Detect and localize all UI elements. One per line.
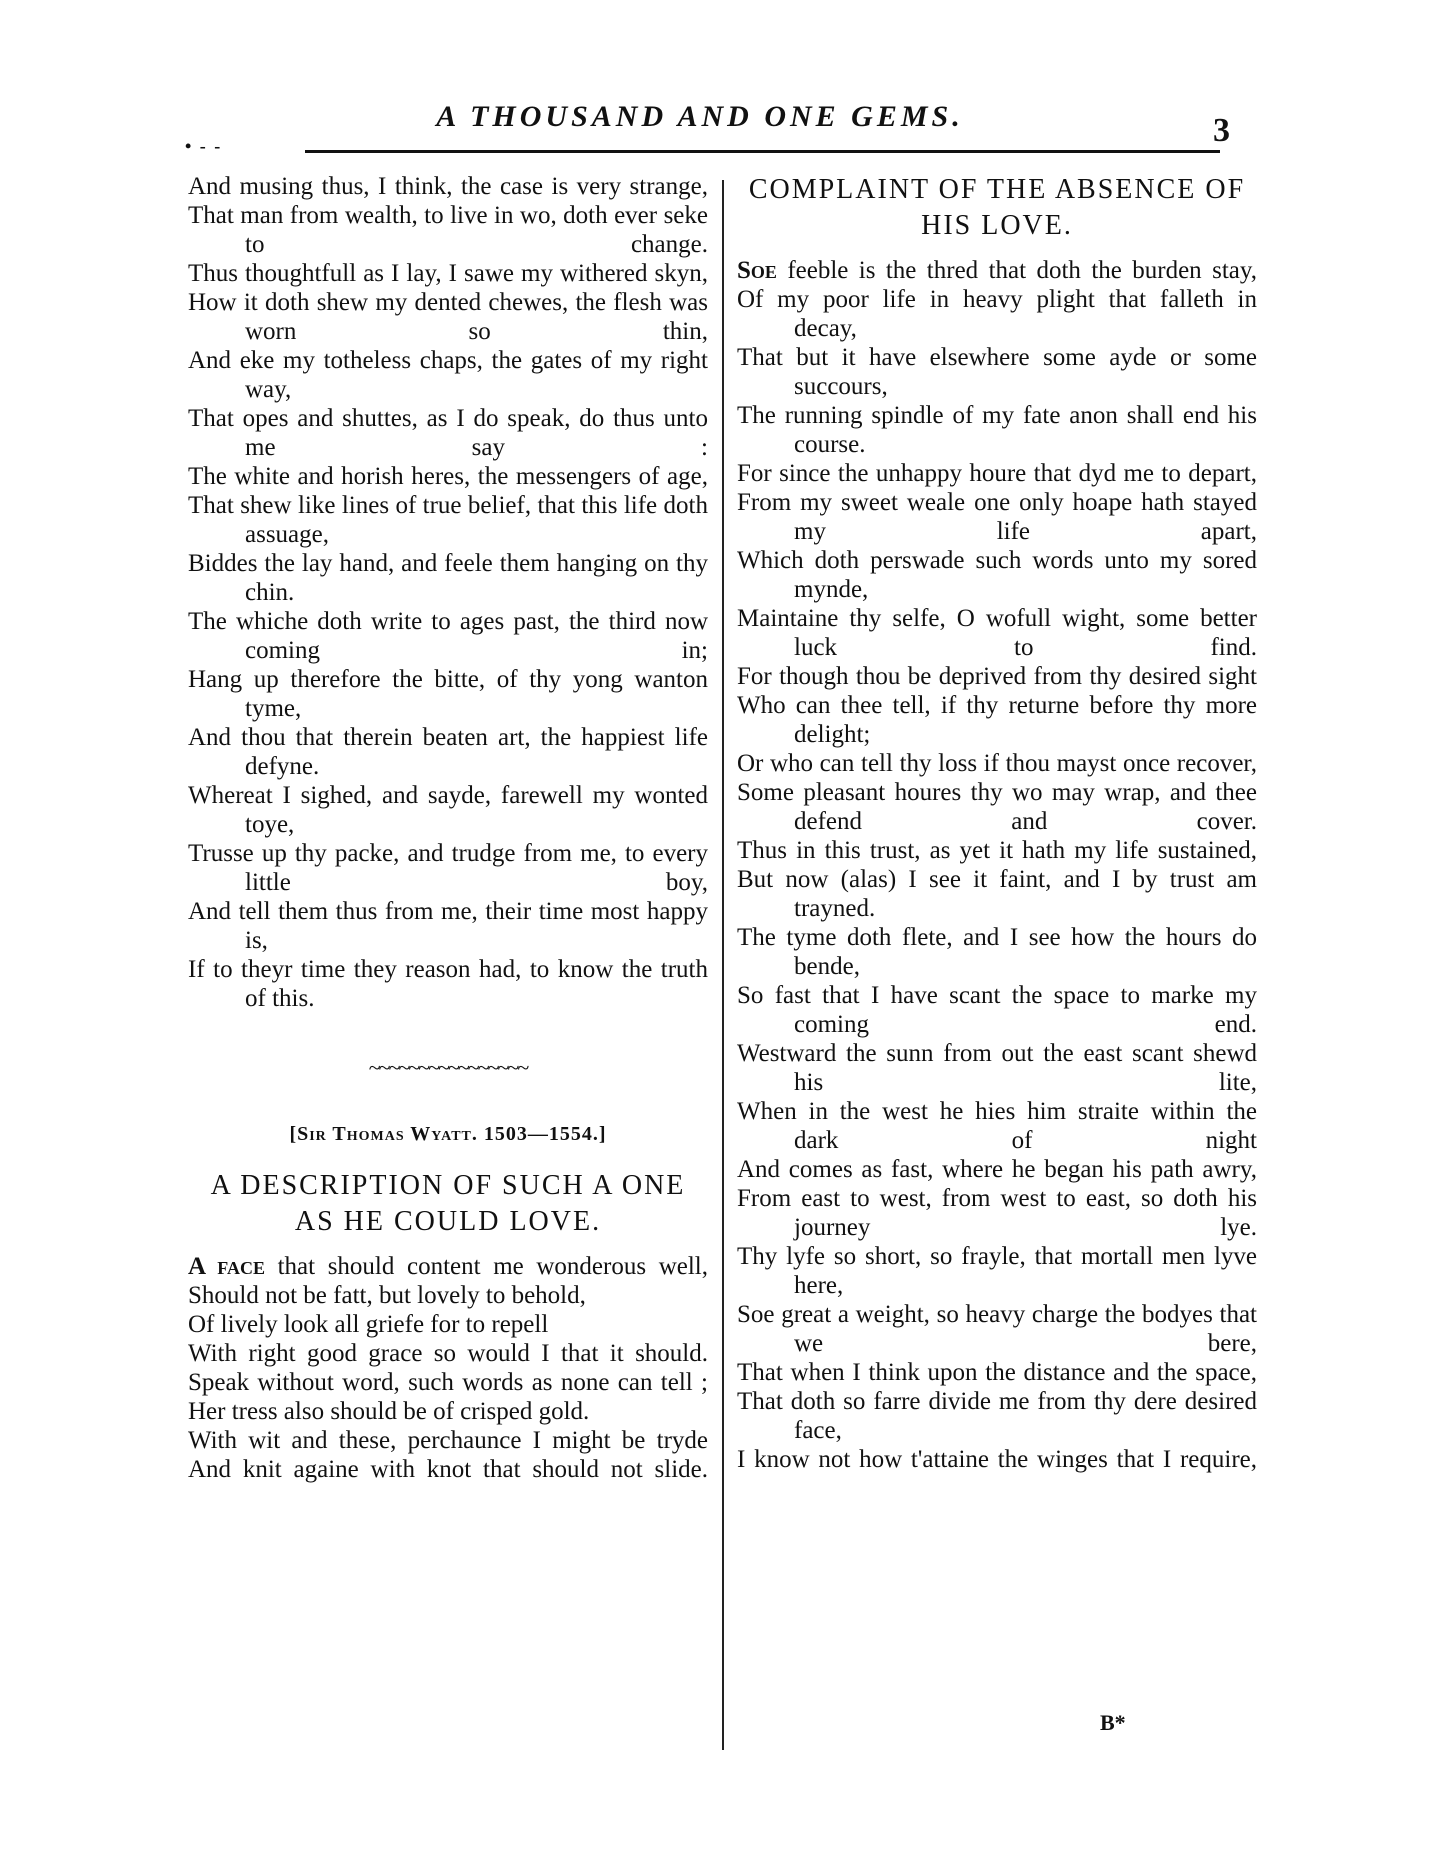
poem-first-word: Soe (737, 257, 777, 284)
verse-line: From my sweet weale one only hoape hath stayed my life apart, (737, 489, 1257, 545)
verse-line: Of lively look all griefe for to repell (188, 1311, 549, 1338)
verse-line: Trusse up thy packe, and trudge from me, to every little boy, (188, 840, 708, 896)
verse-line: That opes and shuttes, as I do speak, do thus unto me say : (188, 405, 708, 461)
poem-title: A DESCRIPTION OF SUCH A ONE AS HE COULD LOVE. (210, 1170, 686, 1237)
verse-line: Whereat I sighed, and sayde, farewell my wonted toye, (188, 782, 708, 838)
verse-line: Should not be fatt, but lovely to behold, (188, 1282, 586, 1309)
column-divider (722, 180, 724, 1750)
description-poem (188, 1252, 708, 1484)
verse-line: Some pleasant houres thy wo may wrap, and thee defend and cover. (737, 779, 1257, 835)
verse-line: For since the unhappy houre that dyd me to depart, (737, 460, 1257, 487)
verse-line: The whiche doth write to ages past, the third now coming in; (188, 608, 708, 664)
verse-line: And tell them thus from me, their time most happy is, (188, 898, 708, 954)
verse-line: That shew like lines of true belief, that this life doth assuage, (188, 492, 708, 548)
verse-line: And knit againe with knot that should not slide. (188, 1456, 708, 1483)
verse-line: The running spindle of my fate anon shall end his course. (737, 402, 1257, 458)
verse-line: Westward the sunn from out the east scant shewd his lite, (737, 1040, 1257, 1096)
verse-line-rest: that should content me wonderous well, (264, 1253, 708, 1280)
complaint-poem (737, 256, 1257, 1474)
verse-line: From east to west, from west to east, so doth his journey lye. (737, 1185, 1257, 1241)
verse-line: The tyme doth flete, and I see how the hours do bende, (737, 924, 1257, 980)
verse-line: For though thou be deprived from thy desired sight (737, 663, 1257, 690)
poem-title: COMPLAINT OF THE ABSENCE OF HIS LOVE. (748, 174, 1246, 241)
verse-line: And thou that therein beaten art, the happiest life defyne. (188, 724, 708, 780)
verse-line: And eke my totheless chaps, the gates of my right way, (188, 347, 708, 403)
attribution-bracket: [ (289, 1123, 298, 1145)
verse-line: With right good grace so would I that it should. (188, 1340, 708, 1367)
verse-line (737, 256, 1257, 285)
verse-line: With wit and these, perchaunce I might be tryde (188, 1427, 708, 1454)
running-title: A THOUSAND AND ONE GEMS. (436, 100, 964, 133)
verse-line: Of my poor life in heavy plight that falleth in decay, (737, 286, 1257, 342)
page-number: 3 (1213, 112, 1230, 149)
verse-line: Thus in this trust, as yet it hath my life sustained, (737, 837, 1257, 864)
verse-line: And comes as fast, where he began his path awry, (737, 1156, 1257, 1183)
verse-line-rest: feeble is the thred that doth the burden stay, (776, 257, 1257, 284)
section-ornament: ~~~~~~~~~~~~~~~~ (368, 1055, 528, 1080)
author-dates: 1503—1554.] (483, 1123, 607, 1145)
verse-line: And musing thus, I think, the case is very strange, (188, 173, 708, 200)
continuation-poem (188, 172, 708, 1013)
verse-line: Maintaine thy selfe, O wofull wight, some better luck to find. (737, 605, 1257, 661)
verse-line: That doth so farre divide me from thy dere desired face, (737, 1388, 1257, 1444)
verse-line: I know not how t'attaine the winges that I require, (737, 1446, 1257, 1473)
verse-line: Speak without word, such words as none can tell ; (188, 1369, 708, 1396)
verse-line: If to theyr time they reason had, to know the truth of this. (188, 956, 708, 1012)
author-name: Sir Thomas Wyatt. (297, 1123, 478, 1145)
verse-line: Which doth perswade such words unto my sored mynde, (737, 547, 1257, 603)
header-rule (305, 150, 1220, 153)
verse-line: How it doth shew my dented chewes, the flesh was worn so thin, (188, 289, 708, 345)
verse-line: Who can thee tell, if thy returne before thy more delight; (737, 692, 1257, 748)
signature-mark: B* (1100, 1710, 1126, 1735)
left-column (188, 172, 708, 1484)
verse-line: When in the west he hies him straite within the dark of night (737, 1098, 1257, 1154)
verse-line: Biddes the lay hand, and feele them hanging on thy chin. (188, 550, 708, 606)
author-attribution (188, 1123, 708, 1146)
verse-line (188, 1252, 708, 1281)
verse-line: That when I think upon the distance and the space, (737, 1359, 1257, 1386)
verse-line: Thy lyfe so short, so frayle, that mortall men lyve here, (737, 1243, 1257, 1299)
verse-line: Or who can tell thy loss if thou mayst once recover, (737, 750, 1257, 777)
verse-line: Hang up therefore the bitte, of thy yong wanton tyme, (188, 666, 708, 722)
verse-line: That man from wealth, to live in wo, doth ever seke to change. (188, 202, 708, 258)
verse-line: But now (alas) I see it faint, and I by trust am trayned. (737, 866, 1257, 922)
verse-line: Soe great a weight, so heavy charge the bodyes that we bere, (737, 1301, 1257, 1357)
verse-line: That but it have elsewhere some ayde or some succours, (737, 344, 1257, 400)
header-dots: • - - (185, 136, 223, 156)
verse-line: The white and horish heres, the messengers of age, (188, 463, 708, 490)
right-column (737, 172, 1257, 1474)
verse-line: Her tress also should be of crisped gold. (188, 1398, 590, 1425)
verse-line: Thus thoughtfull as I lay, I sawe my withered skyn, (188, 260, 708, 287)
verse-line: So fast that I have scant the space to marke my coming end. (737, 982, 1257, 1038)
poem-first-word: A face (188, 1253, 265, 1280)
